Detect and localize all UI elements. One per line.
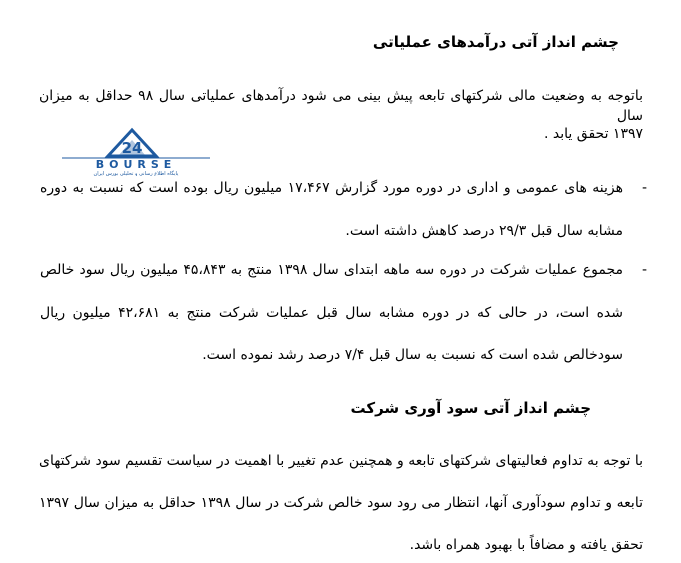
bourse24-logo-graphic [60, 124, 212, 176]
profit-line-1: با توجه به تداوم فعالیتهای شرکتهای تابعه و همچنین عدم تغییر با اهمیت در سیاست تقسیم سود شرکتهای [39, 453, 643, 469]
bourse24-logo [60, 124, 212, 176]
heading-profit-outlook: چشم انداز آتی سود آوری شرکت [350, 399, 591, 417]
bullet-marker-2: - [641, 262, 647, 278]
bullet-2-line-2: شده است، در حالی که در دوره مشابه سال قبل عملیات شرکت منتج به ۴۲،۶۸۱ میلیون ریال [40, 305, 624, 321]
intro-line-1: باتوجه به وضعیت مالی شرکتهای تابعه پیش بینی می شود درآمدهای عملیاتی سال ۹۸ حداقل به میزان سال [39, 88, 643, 124]
intro-line-2: ۱۳۹۷ تحقق یابد . [544, 126, 643, 142]
logo-tagline: پایگاه اطلاع رسانی و تحلیلی بورس ایران [93, 171, 179, 176]
heading-revenue-outlook: چشم انداز آتی درآمدهای عملیاتی [372, 33, 619, 51]
bullet-1-line-2: مشابه سال قبل ۲۹/۳ درصد کاهش داشته است. [345, 223, 623, 239]
logo-number: 24 [121, 139, 143, 157]
bullet-2-line-3: سودخالص شده است که نسبت به سال قبل ۷/۴ درصد رشد نموده است. [202, 347, 623, 363]
profit-line-3: تحقق یافته و مضافاً با بهبود همراه باشد. [409, 537, 643, 553]
profit-line-2: تابعه و تداوم سودآوری آنها، انتظار می رود سود خالص شرکت در سال ۱۳۹۸ حداقل به میزان سال ۱۳۹۷ [39, 495, 643, 511]
logo-wordmark: BOURSE [95, 158, 177, 171]
bullet-marker-1: - [641, 180, 647, 196]
bullet-2-line-1: مجموع عملیات شرکت در دوره سه ماهه ابتدای سال ۱۳۹۸ منتج به ۴۵،۸۴۳ میلیون ریال سود خالص [40, 262, 623, 278]
bullet-1-line-1: هزینه های عمومی و اداری در دوره مورد گزارش ۱۷،۴۶۷ میلیون ریال بوده است که نسبت به دوره [40, 180, 623, 196]
